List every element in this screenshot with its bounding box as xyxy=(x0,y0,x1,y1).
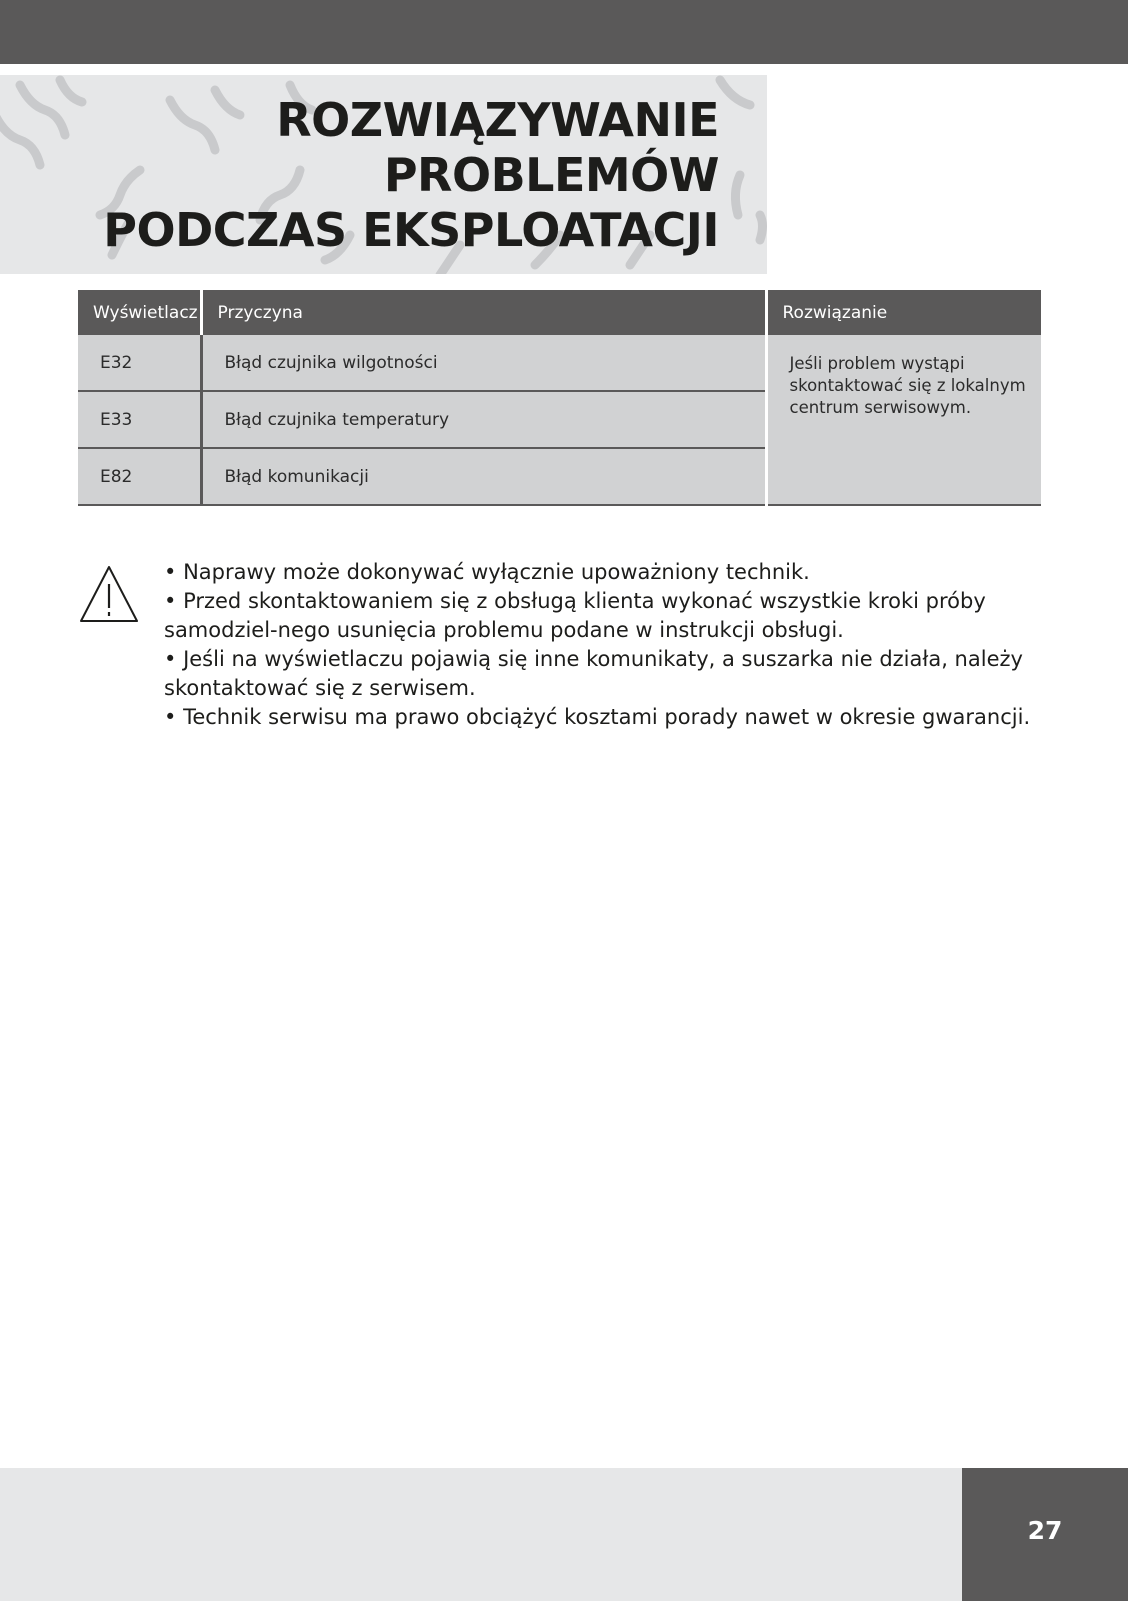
error-cause: Błąd komunikacji xyxy=(201,448,766,505)
page-number-box xyxy=(962,1468,1128,1601)
header-display: Wyświetlacz xyxy=(78,290,201,335)
top-bar xyxy=(0,0,1128,64)
error-code: E32 xyxy=(78,335,201,391)
error-cause: Błąd czujnika temperatury xyxy=(201,391,766,448)
note-item: • Technik serwisu ma prawo obciążyć kosztami porady nawet w okresie gwarancji. xyxy=(164,703,1044,732)
troubleshooting-table xyxy=(78,290,1041,506)
error-cause: Błąd czujnika wilgotności xyxy=(201,335,766,391)
note-item: • Przed skontaktowaniem się z obsługą klienta wykonać wszystkie kroki próby samodziel-nego usunięcia problemu podane w instrukcji obsługi. xyxy=(164,587,1044,645)
note-item: • Jeśli na wyświetlaczu pojawią się inne komunikaty, a suszarka nie działa, należy skontaktować się z serwisem. xyxy=(164,645,1044,703)
error-code: E82 xyxy=(78,448,201,505)
error-solution: Jeśli problem wystąpi skontaktować się z lokalnym centrum serwisowym. xyxy=(766,335,1041,505)
table-header-row xyxy=(78,290,1041,335)
error-code: E33 xyxy=(78,391,201,448)
title-line-1: ROZWIĄZYWANIE xyxy=(276,93,719,147)
footer-band xyxy=(0,1468,962,1601)
warning-triangle-icon xyxy=(78,564,140,624)
title-line-3: PODCZAS EKSPLOATACJI xyxy=(103,203,719,257)
warning-notes xyxy=(164,558,1044,732)
page-number: 27 xyxy=(1027,1516,1063,1545)
note-item: • Naprawy może dokonywać wyłącznie upoważniony technik. xyxy=(164,558,1044,587)
header-cause: Przyczyna xyxy=(201,290,766,335)
table-row xyxy=(78,335,1041,391)
page-title xyxy=(103,93,719,258)
title-line-2: PROBLEMÓW xyxy=(383,148,719,202)
title-block xyxy=(0,75,767,274)
header-solution: Rozwiązanie xyxy=(766,290,1041,335)
